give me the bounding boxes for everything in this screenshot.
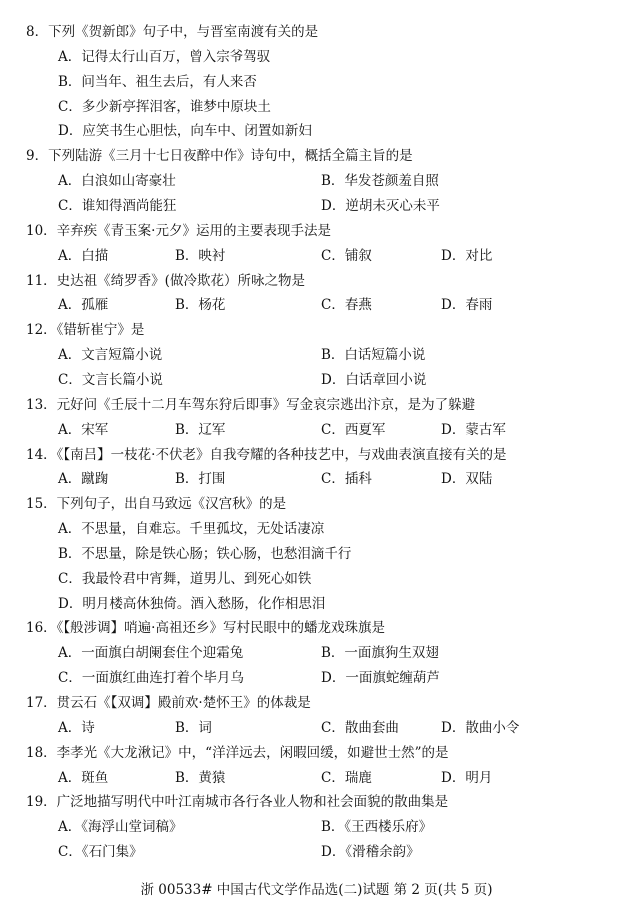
option-text: C．西夏军 [321,421,386,438]
question-stem-line [0,618,633,638]
option-text: D．应笑书生心胆怯，向车中、闭置如新妇 [58,123,312,140]
option-line [0,196,633,216]
option-text: B．黄猿 [175,769,226,786]
option-text: B．《王西楼乐府》 [321,819,433,836]
option-line [0,594,633,614]
question-stem: 8．下列《贺新郎》句子中，与晋室南渡有关的是 [26,24,319,40]
question-stem: 19．广泛地描写明代中叶江南城市各行各业人物和社会面貌的散曲集是 [26,794,449,811]
option-text: C．《石门集》 [58,844,143,861]
option-text: B．打围 [175,471,226,488]
option-line [0,345,633,365]
option-text: D．白话章回小说 [321,371,427,388]
option-text: A．白浪如山寄豪壮 [58,173,176,190]
option-text: B．白话短篇小说 [321,347,426,364]
option-text: A．《海浮山堂词稿》 [58,819,183,836]
option-text: A．白描 [58,247,109,264]
option-text: C．谁知得酒尚能狂 [58,198,177,214]
option-text: B．词 [175,719,212,736]
option-text: A．文言短篇小说 [58,347,163,364]
question-stem: 16．《【般涉调】哨遍·高祖还乡》写村民眼中的蟠龙戏珠旗是 [26,620,385,637]
option-line [0,544,633,564]
option-line [0,718,633,738]
option-text: D．对比 [441,247,493,264]
option-text: D．散曲小令 [441,719,520,736]
option-text: C．散曲套曲 [321,719,399,736]
option-text: D．一面旗蛇缠葫芦 [321,670,440,687]
question-stem-line [0,693,633,713]
option-text: B．问当年、祖生去后，有人来否 [58,73,257,90]
question-stem-line [0,271,633,291]
option-text: B．华发苍颜羞自照 [321,173,439,190]
option-text: D．《滑稽余韵》 [321,844,420,861]
option-text: B．辽军 [175,421,226,438]
option-text: D．明月 [441,769,493,786]
option-text: A．宋军 [58,421,109,438]
option-line [0,668,633,688]
option-text: A．蹴踘 [58,471,109,488]
question-stem: 13．元好问《壬辰十二月车驾东狩后即事》写金哀宗逃出汴京，是为了躲避 [26,396,476,413]
question-stem: 11．史达祖《绮罗香》(做冷欺花）所咏之物是 [26,272,305,289]
option-line [0,420,633,440]
option-line [0,842,633,862]
option-line [0,370,633,390]
option-text: D．逆胡未灭心未平 [321,198,440,214]
option-text: C．多少新亭挥泪客，谁梦中原块土 [58,98,271,115]
option-text: D．明月楼高休独倚。酒入愁肠，化作相思泪 [58,595,326,612]
option-text: C．瑞鹿 [321,769,372,786]
option-text: A．一面旗白胡阑套住个迎霜兔 [58,645,244,662]
option-text: C．我最怜君中宵舞，道男儿、到死心如铁 [58,570,312,587]
option-text: B．不思量，除是铁心肠；铁心肠，也愁泪滴千行 [58,545,352,562]
option-text: A．记得太行山百万，曾入宗爷驾驭 [58,48,271,65]
option-text: A．斑鱼 [58,769,109,786]
question-stem: 18．李孝光《大龙湫记》中，“洋洋远去，闲暇回缓，如避世士然”的是 [26,744,449,761]
option-text: B．一面旗狗生双翅 [321,645,439,662]
option-text: C．一面旗红曲连打着个毕月乌 [58,670,244,687]
option-text: C．春燕 [321,297,372,314]
question-stem-line [0,792,633,812]
option-line [0,121,633,141]
option-line [0,171,633,191]
question-stem-line [0,22,633,42]
question-stem-line [0,494,633,514]
option-line [0,817,633,837]
option-text: A．不思量，自难忘。千里孤坟，无处话凄凉 [58,521,325,537]
option-line [0,768,633,788]
option-text: C．插科 [321,471,372,488]
option-text: B．映衬 [175,247,226,264]
option-text: A．诗 [58,719,95,736]
option-text: D．蒙古军 [441,421,506,438]
option-line [0,246,633,266]
option-line [0,97,633,117]
option-text: B．杨花 [175,297,226,314]
question-stem-line [0,320,633,340]
question-stem-line [0,221,633,241]
question-stem: 10．辛弃疾《青玉案·元夕》运用的主要表现手法是 [26,222,331,239]
question-stem: 14．《【南吕】一枝花·不伏老》自我夸耀的各种技艺中，与戏曲表演直接有关的是 [26,446,507,463]
option-text: C．文言长篇小说 [58,371,163,388]
question-stem-line [0,395,633,415]
question-stem-line [0,743,633,763]
option-line [0,519,633,539]
page-footer: 浙 00533# 中国古代文学作品选(二)试题 第 2 页(共 5 页) [140,882,493,898]
option-text: D．双陆 [441,471,493,488]
option-text: A．孤雁 [58,297,109,314]
question-stem: 15．下列句子，出自马致远《汉宫秋》的是 [26,496,287,513]
question-stem: 9．下列陆游《三月十七日夜醉中作》诗句中，概括全篇主旨的是 [26,148,413,165]
question-stem: 17．贯云石《【双调】殿前欢·楚怀王》的体裁是 [26,695,311,711]
option-line [0,47,633,67]
question-stem-line [0,146,633,166]
question-stem-line [0,445,633,465]
option-text: C．铺叙 [321,247,372,264]
option-line [0,643,633,663]
option-line [0,72,633,92]
option-text: D．春雨 [441,297,493,314]
option-line [0,469,633,489]
question-stem: 12．《错斩崔宁》是 [26,322,145,339]
option-line [0,569,633,589]
option-line [0,295,633,315]
